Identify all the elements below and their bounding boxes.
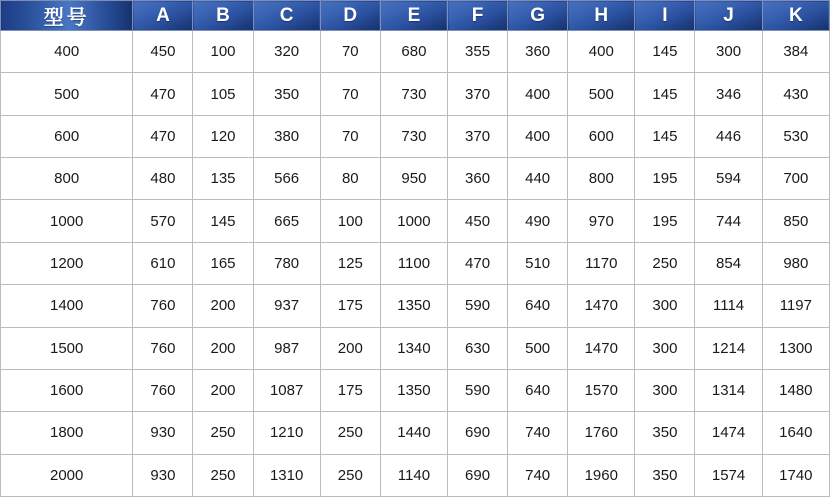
- cell-f: 450: [448, 200, 508, 242]
- cell-g: 510: [508, 242, 568, 284]
- cell-d: 200: [320, 327, 380, 369]
- cell-g: 640: [508, 285, 568, 327]
- cell-b: 250: [193, 412, 253, 454]
- cell-b: 105: [193, 73, 253, 115]
- cell-e: 680: [380, 31, 447, 73]
- column-header-i: I: [635, 1, 695, 31]
- header-row: [1, 1, 830, 31]
- cell-a: 930: [133, 412, 193, 454]
- cell-g: 490: [508, 200, 568, 242]
- cell-k: 530: [762, 115, 829, 157]
- cell-h: 600: [568, 115, 635, 157]
- cell-j: 744: [695, 200, 762, 242]
- cell-b: 165: [193, 242, 253, 284]
- cell-model: 1600: [1, 369, 133, 411]
- column-header-e: E: [380, 1, 447, 31]
- cell-b: 200: [193, 285, 253, 327]
- cell-c: 380: [253, 115, 320, 157]
- cell-k: 1300: [762, 327, 829, 369]
- cell-a: 760: [133, 369, 193, 411]
- cell-a: 760: [133, 285, 193, 327]
- cell-k: 850: [762, 200, 829, 242]
- column-header-f: F: [448, 1, 508, 31]
- cell-d: 80: [320, 158, 380, 200]
- cell-e: 730: [380, 73, 447, 115]
- cell-model: 1800: [1, 412, 133, 454]
- column-header-d: D: [320, 1, 380, 31]
- cell-model: 1000: [1, 200, 133, 242]
- cell-k: 980: [762, 242, 829, 284]
- cell-e: 1140: [380, 454, 447, 496]
- cell-h: 1570: [568, 369, 635, 411]
- cell-d: 175: [320, 369, 380, 411]
- cell-j: 346: [695, 73, 762, 115]
- cell-h: 400: [568, 31, 635, 73]
- cell-i: 300: [635, 327, 695, 369]
- table-row: [1, 285, 830, 327]
- cell-c: 1310: [253, 454, 320, 496]
- cell-e: 1100: [380, 242, 447, 284]
- cell-model: 500: [1, 73, 133, 115]
- cell-k: 1480: [762, 369, 829, 411]
- cell-j: 1574: [695, 454, 762, 496]
- cell-j: 1474: [695, 412, 762, 454]
- cell-g: 440: [508, 158, 568, 200]
- cell-c: 1210: [253, 412, 320, 454]
- cell-k: 700: [762, 158, 829, 200]
- column-header-h: H: [568, 1, 635, 31]
- cell-k: 384: [762, 31, 829, 73]
- cell-model: 1400: [1, 285, 133, 327]
- cell-d: 250: [320, 454, 380, 496]
- table-row: [1, 73, 830, 115]
- cell-d: 70: [320, 31, 380, 73]
- cell-h: 1470: [568, 285, 635, 327]
- cell-f: 370: [448, 73, 508, 115]
- cell-g: 400: [508, 115, 568, 157]
- cell-g: 400: [508, 73, 568, 115]
- cell-f: 690: [448, 454, 508, 496]
- cell-model: 400: [1, 31, 133, 73]
- cell-c: 1087: [253, 369, 320, 411]
- cell-j: 1314: [695, 369, 762, 411]
- cell-i: 145: [635, 73, 695, 115]
- column-header-a: A: [133, 1, 193, 31]
- cell-k: 1197: [762, 285, 829, 327]
- cell-f: 360: [448, 158, 508, 200]
- column-header-model: 型号: [1, 1, 133, 31]
- cell-a: 480: [133, 158, 193, 200]
- cell-h: 800: [568, 158, 635, 200]
- table-row: [1, 327, 830, 369]
- cell-c: 987: [253, 327, 320, 369]
- cell-c: 780: [253, 242, 320, 284]
- cell-c: 937: [253, 285, 320, 327]
- cell-e: 1440: [380, 412, 447, 454]
- table-row: [1, 158, 830, 200]
- table-row: [1, 454, 830, 496]
- cell-d: 100: [320, 200, 380, 242]
- cell-j: 300: [695, 31, 762, 73]
- column-header-g: G: [508, 1, 568, 31]
- column-header-b: B: [193, 1, 253, 31]
- column-header-j: J: [695, 1, 762, 31]
- table-body: [1, 31, 830, 497]
- cell-f: 590: [448, 285, 508, 327]
- cell-i: 195: [635, 158, 695, 200]
- table-row: [1, 115, 830, 157]
- table-row: [1, 200, 830, 242]
- table-row: [1, 242, 830, 284]
- cell-a: 570: [133, 200, 193, 242]
- cell-f: 590: [448, 369, 508, 411]
- cell-c: 350: [253, 73, 320, 115]
- cell-j: 1214: [695, 327, 762, 369]
- cell-c: 566: [253, 158, 320, 200]
- cell-f: 370: [448, 115, 508, 157]
- cell-model: 2000: [1, 454, 133, 496]
- cell-model: 800: [1, 158, 133, 200]
- cell-d: 125: [320, 242, 380, 284]
- cell-e: 730: [380, 115, 447, 157]
- cell-k: 430: [762, 73, 829, 115]
- cell-b: 200: [193, 369, 253, 411]
- cell-f: 690: [448, 412, 508, 454]
- cell-e: 1340: [380, 327, 447, 369]
- cell-j: 1114: [695, 285, 762, 327]
- cell-c: 320: [253, 31, 320, 73]
- cell-model: 1500: [1, 327, 133, 369]
- cell-j: 854: [695, 242, 762, 284]
- cell-h: 1760: [568, 412, 635, 454]
- cell-i: 350: [635, 454, 695, 496]
- cell-e: 1000: [380, 200, 447, 242]
- cell-a: 760: [133, 327, 193, 369]
- cell-k: 1640: [762, 412, 829, 454]
- cell-g: 740: [508, 412, 568, 454]
- cell-k: 1740: [762, 454, 829, 496]
- cell-b: 120: [193, 115, 253, 157]
- cell-h: 1170: [568, 242, 635, 284]
- cell-model: 600: [1, 115, 133, 157]
- cell-model: 1200: [1, 242, 133, 284]
- table-row: [1, 412, 830, 454]
- cell-i: 145: [635, 31, 695, 73]
- cell-d: 175: [320, 285, 380, 327]
- cell-d: 70: [320, 73, 380, 115]
- table-row: [1, 31, 830, 73]
- cell-f: 630: [448, 327, 508, 369]
- cell-b: 135: [193, 158, 253, 200]
- cell-a: 610: [133, 242, 193, 284]
- cell-g: 740: [508, 454, 568, 496]
- cell-f: 470: [448, 242, 508, 284]
- cell-b: 200: [193, 327, 253, 369]
- cell-a: 470: [133, 115, 193, 157]
- cell-a: 450: [133, 31, 193, 73]
- table-header: [1, 1, 830, 31]
- cell-i: 300: [635, 285, 695, 327]
- cell-a: 930: [133, 454, 193, 496]
- cell-h: 500: [568, 73, 635, 115]
- cell-b: 100: [193, 31, 253, 73]
- table-row: [1, 369, 830, 411]
- cell-h: 1470: [568, 327, 635, 369]
- cell-d: 250: [320, 412, 380, 454]
- cell-g: 360: [508, 31, 568, 73]
- cell-b: 250: [193, 454, 253, 496]
- cell-e: 1350: [380, 285, 447, 327]
- cell-e: 950: [380, 158, 447, 200]
- cell-i: 195: [635, 200, 695, 242]
- cell-j: 594: [695, 158, 762, 200]
- cell-g: 500: [508, 327, 568, 369]
- cell-h: 1960: [568, 454, 635, 496]
- cell-i: 300: [635, 369, 695, 411]
- cell-i: 250: [635, 242, 695, 284]
- column-header-c: C: [253, 1, 320, 31]
- cell-d: 70: [320, 115, 380, 157]
- cell-i: 145: [635, 115, 695, 157]
- cell-b: 145: [193, 200, 253, 242]
- cell-j: 446: [695, 115, 762, 157]
- cell-e: 1350: [380, 369, 447, 411]
- cell-c: 665: [253, 200, 320, 242]
- cell-i: 350: [635, 412, 695, 454]
- column-header-k: K: [762, 1, 829, 31]
- cell-h: 970: [568, 200, 635, 242]
- cell-g: 640: [508, 369, 568, 411]
- cell-a: 470: [133, 73, 193, 115]
- cell-f: 355: [448, 31, 508, 73]
